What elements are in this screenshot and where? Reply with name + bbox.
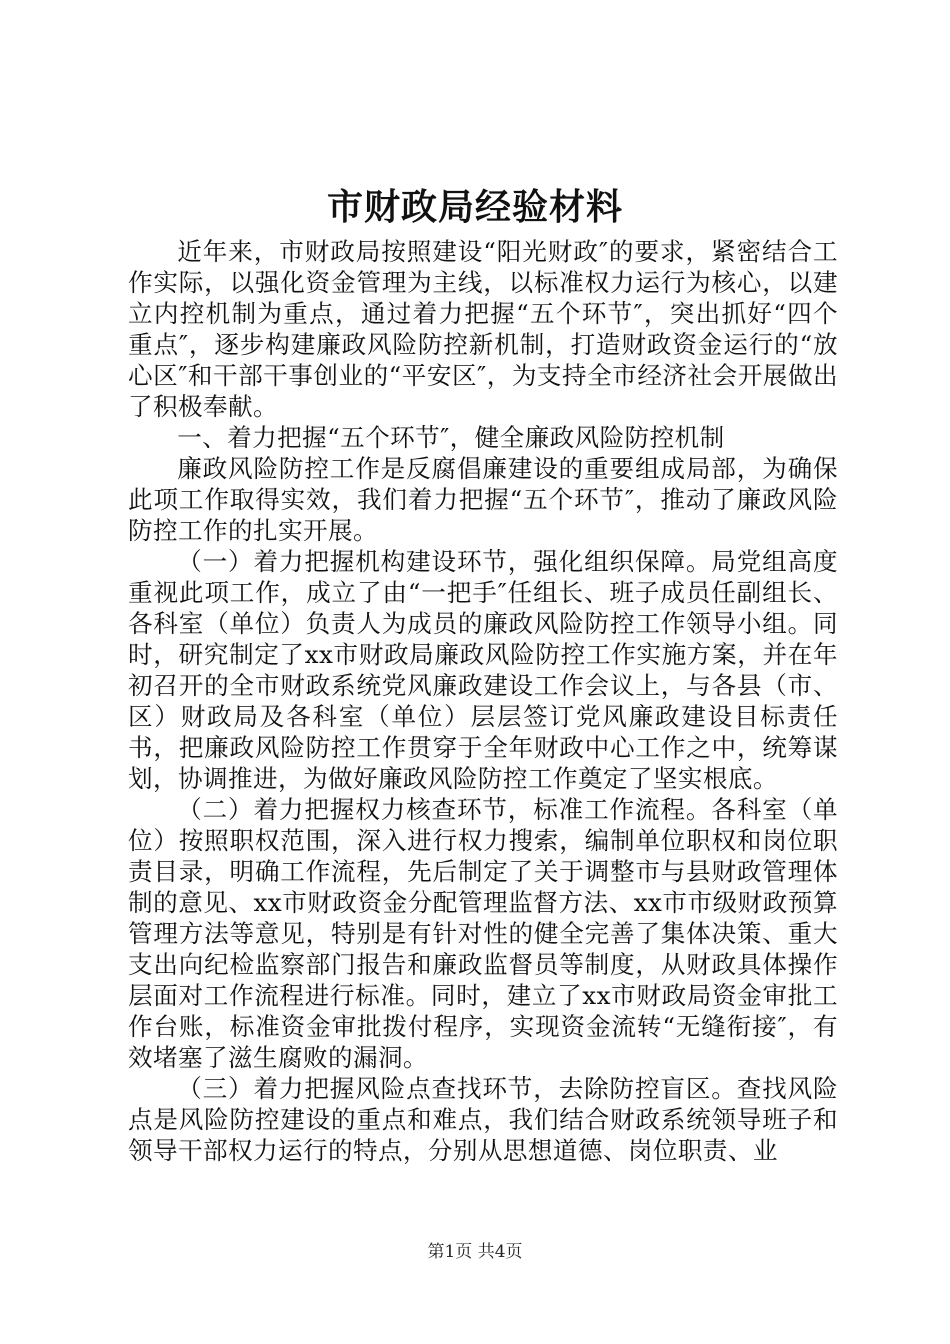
paragraph-item-2: （二）着力把握权力核查环节，标准工作流程。各科室（单位）按照职权范围，深入进行权力搜索，编制单位职权和岗位职责目录，明确工作流程，先后制定了关于调整市与县财政管理体制的意见、xx市财政资金分配管理监督方法、xx市市级财政预算管理方法等意见，特别是有针对性的健全完善了集体决策、重大支出向纪检监察部门报告和廉政监督员等制度，从财政具体操作层面对工作流程进行标准。同时，建立了xx市财政局资金审批工作台账，标准资金审批拨付程序，实现资金流转“无缝衔接″，有效堵塞了滋生腐败的漏洞。 (128, 795, 838, 1072)
section-heading-1: 一、着力把握“五个环节″，健全廉政风险防控机制 (177, 423, 725, 452)
paragraph-item-1: （一）着力把握机构建设环节，强化组织保障。局党组高度重视此项工作，成立了由“一把手″任组长、班子成员任副组长、各科室（单位）负责人为成员的廉政风险防控工作领导小组。同时，研究制定了xx市财政局廉政风险防控工作实施方案，并在年初召开的全市财政系统党风廉政建设工作会议上，与各县（市、区）财政局及各科室（单位）层层签订党风廉政建设目标责任书，把廉政风险防控工作贯穿于全年财政中心工作之中，统筹谋划，协调推进，为做好廉政风险防控工作奠定了坚实根底。 (128, 547, 838, 793)
paragraph-section-1-intro: 廉政风险防控工作是反腐倡廉建设的重要组成局部，为确保此项工作取得实效，我们着力把握“五个环节″，推动了廉政风险防控工作的扎实开展。 (128, 454, 838, 545)
document-title: 市财政局经验材料 (326, 186, 623, 228)
paragraph-item-3: （三）着力把握风险点查找环节，去除防控盲区。查找风险点是风险防控建设的重点和难点，我们结合财政系统领导班子和领导干部权力运行的特点，分别从思想道德、岗位职责、业 (128, 1074, 838, 1165)
document-body (128, 236, 838, 1166)
page-number-footer: 第1页 共4页 (427, 1242, 523, 1262)
paragraph-intro: 近年来，市财政局按照建设“阳光财政″的要求，紧密结合工作实际，以强化资金管理为主线，以标准权力运行为核心，以建立内控机制为重点，通过着力把握“五个环节″，突出抓好“四个重点″，逐步构建廉政风险防控新机制，打造财政资金运行的“放心区″和干部干事创业的“平安区″，为支持全市经济社会开展做出了积极奉献。 (128, 237, 838, 421)
